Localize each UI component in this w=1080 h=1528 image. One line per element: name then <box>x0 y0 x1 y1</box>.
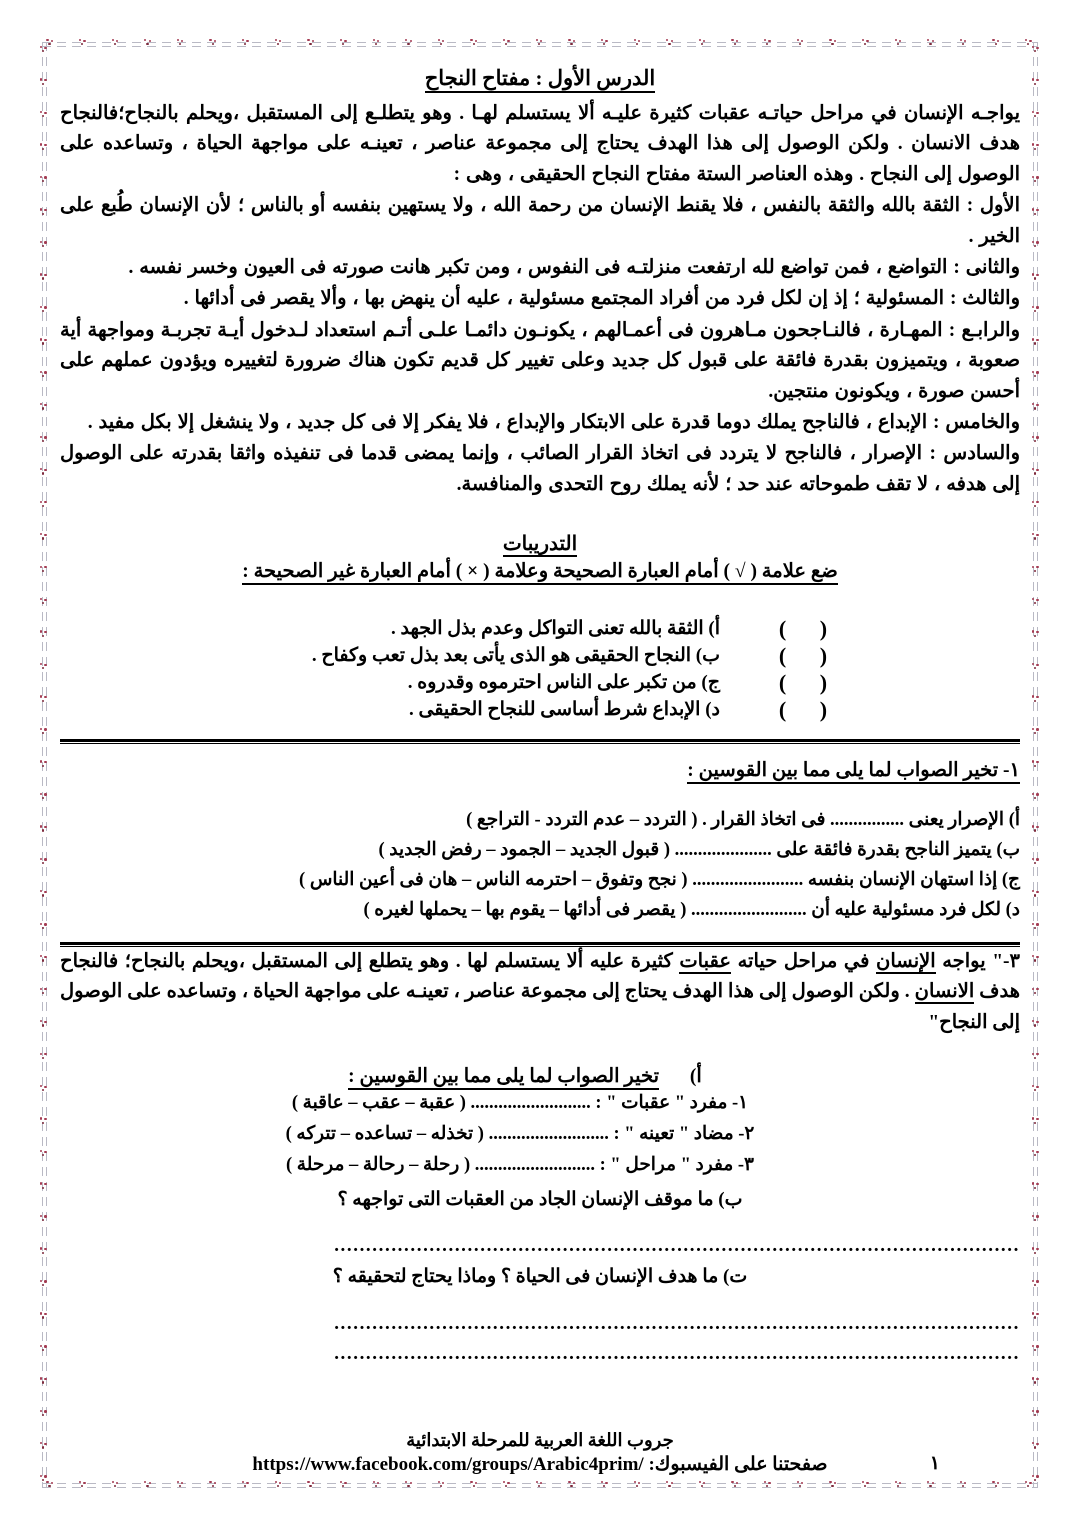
reading-sub-heading-text: تخير الصواب لما يلى مما بين القوسين : <box>348 1066 659 1090</box>
border-flower-icon <box>1032 890 1041 899</box>
border-flower-icon <box>40 1020 49 1029</box>
true-false-instruction-text: ضع علامة ( √ ) أمام العبارة الصحيحة وعلامة ( × ) أمام العبارة غير الصحيحة : <box>242 561 838 585</box>
true-false-row <box>60 669 1020 696</box>
border-flower-icon <box>601 39 610 48</box>
true-false-row <box>60 642 1020 669</box>
border-flower-icon <box>1032 78 1041 87</box>
border-flower-icon <box>1032 306 1041 315</box>
border-flower-icon <box>275 39 284 48</box>
border-flower-icon <box>40 598 49 607</box>
border-flower-icon <box>373 39 382 48</box>
border-flower-icon <box>209 1481 218 1490</box>
border-flower-icon <box>242 39 251 48</box>
border-flower-row-top <box>42 39 1038 49</box>
border-flower-icon <box>1032 1345 1041 1354</box>
border-flower-icon <box>1032 338 1041 347</box>
lesson-paragraph: والخامس : الإبداع ، فالناجح يملك دوما قدرة على الابتكار والإبداع ، فلا يفكر إلا فى كل جديد ، ولا ينشغل إلا بكل مفيد . <box>87 412 1020 434</box>
border-flower-icon <box>1032 1053 1041 1062</box>
border-flower-icon <box>666 39 675 48</box>
border-flower-icon <box>40 1117 49 1126</box>
border-flower-icon <box>40 46 49 55</box>
lesson-paragraph: والثالث : المسئولية ؛ إذ إن لكل فرد من أفراد المجتمع مسئولية ، عليه أن ينهض بها ، وألا يقصر فى أدائها . <box>183 288 1020 310</box>
border-flower-icon <box>1032 1020 1041 1029</box>
border-flower-icon <box>242 1481 251 1490</box>
border-flower-icon <box>568 1481 577 1490</box>
reading-passage-underlined-word: عقبات <box>679 951 732 973</box>
border-flower-icon <box>960 1481 969 1490</box>
reading-sub-label: أ) <box>689 1065 702 1087</box>
border-flower-icon <box>79 39 88 48</box>
reading-passage-underlined-word: الانسان <box>914 981 975 1003</box>
border-flower-icon <box>40 1377 49 1386</box>
border-flower-icon <box>764 39 773 48</box>
border-flower-icon <box>40 1280 49 1289</box>
border-flower-icon <box>1032 46 1041 55</box>
border-line-right <box>1037 42 1038 1488</box>
border-flower-icon <box>40 663 49 672</box>
answer-dots-line[interactable]: ............................................................................................................ <box>334 1235 1020 1257</box>
footer-group-name: جروب اللغة العربية للمرحلة الابتدائية <box>406 1430 674 1450</box>
reading-sub-heading <box>60 1064 1020 1088</box>
border-flower-icon <box>40 1475 49 1484</box>
border-line-left-inner <box>46 42 47 1488</box>
reading-sub-item[interactable]: ٣- مفرد " مراحل " : .......................... ( رحلة – رحالة – مرحلة ) <box>286 1154 754 1175</box>
border-flower-icon <box>40 825 49 834</box>
mcq-item[interactable]: ج) إذا استهان الإنسان بنفسه ........................ ( نجح وتفوق – احترمه الناس – هان فى أعين الناس ) <box>299 870 1020 891</box>
border-flower-icon <box>992 1481 1001 1490</box>
border-flower-icon <box>40 241 49 250</box>
section-divider <box>60 739 1020 744</box>
border-flower-icon <box>1032 598 1041 607</box>
border-line-bottom-inner <box>42 1483 1038 1484</box>
border-flower-icon <box>503 1481 512 1490</box>
border-flower-icon <box>1032 923 1041 932</box>
footer-facebook-label: صفحتنا على الفيسبوك: <box>648 1454 828 1475</box>
reading-passage-part: . ولكن الوصول إلى هذا الهدف يحتاج إلى مجموعة عناصر ، تعينـه على مواجهة الحياة ، وتساعده على الوصول إلى النجاح" <box>60 981 1020 1033</box>
border-flower-icon <box>666 1481 675 1490</box>
border-flower-icon <box>40 955 49 964</box>
border-flower-icon <box>1032 1442 1041 1451</box>
border-flower-icon <box>40 208 49 217</box>
border-flower-icon <box>40 630 49 639</box>
border-flower-icon <box>46 1481 55 1490</box>
border-flower-icon <box>634 39 643 48</box>
true-false-row <box>60 696 1020 723</box>
answer-parentheses[interactable]: ( ) <box>778 696 842 722</box>
border-flower-icon <box>40 566 49 575</box>
border-flower-icon <box>40 371 49 380</box>
border-flower-icon <box>1032 728 1041 737</box>
footer-facebook-line <box>60 1453 1020 1476</box>
border-flower-icon <box>40 501 49 510</box>
border-flower-icon <box>1032 760 1041 769</box>
open-question: ب) ما موقف الإنسان الجاد من العقبات التى تواجهه ؟ <box>337 1189 743 1211</box>
border-flower-icon <box>1032 988 1041 997</box>
border-flower-icon <box>1032 403 1041 412</box>
border-flower-icon <box>40 760 49 769</box>
border-flower-icon <box>40 1182 49 1191</box>
mcq-section-heading-text: ١- تخير الصواب لما يلى مما بين القوسين : <box>687 760 1020 784</box>
border-flower-icon <box>1032 566 1041 575</box>
border-flower-icon <box>797 1481 806 1490</box>
border-flower-icon <box>992 39 1001 48</box>
border-flower-icon <box>1032 1312 1041 1321</box>
answer-dots-line[interactable]: ............................................................................................................ <box>334 1342 1020 1364</box>
border-flower-icon <box>829 39 838 48</box>
footer-facebook-url[interactable]: https://www.facebook.com/groups/Arabic4prim/ <box>252 1454 644 1475</box>
border-flower-icon <box>1032 1150 1041 1159</box>
true-false-statement: أ) الثقة بالله تعنى التواكل وعدم بذل الجهد . <box>390 618 720 640</box>
page-number: ١ <box>929 1453 940 1474</box>
border-flower-row-bottom <box>42 1481 1038 1491</box>
lesson-paragraph: والرابـع : المهـارة ، فالنـاجحون مـاهرون فى أعمـالهم ، يكونـون دائمـا علـى أتـم استعداد لـدخول أيـة تجربـة ومواجهة أية صعوبة ، ويتميزون بقدرة فائقة على قبول كل جديد وعلى تغيير كل قديم تكون هناك ضرورة لتغييره ويؤدون عملهم على أحسن صورة ، ويكونون منتجين. <box>60 319 1020 402</box>
page-footer <box>60 1430 1020 1476</box>
border-flower-icon <box>40 176 49 185</box>
mcq-item[interactable]: أ) الإصرار يعنى ................ فى اتخاذ القرار . ( التردد – عدم التردد - التراجع ) <box>466 810 1020 831</box>
border-flower-icon <box>1032 501 1041 510</box>
border-flower-icon <box>568 39 577 48</box>
border-flower-icon <box>1032 436 1041 445</box>
border-flower-icon <box>40 988 49 997</box>
border-flower-icon <box>40 695 49 704</box>
border-flower-icon <box>46 39 55 48</box>
border-flower-icon <box>1032 208 1041 217</box>
border-flower-icon <box>40 111 49 120</box>
mcq-list <box>60 806 1020 926</box>
border-flower-icon <box>144 39 153 48</box>
border-flower-icon <box>1032 273 1041 282</box>
border-flower-icon <box>1032 793 1041 802</box>
true-false-instruction <box>60 559 1020 583</box>
border-flower-icon <box>275 1481 284 1490</box>
border-flower-icon <box>40 1442 49 1451</box>
border-flower-icon <box>927 39 936 48</box>
border-flower-icon <box>1032 1215 1041 1224</box>
border-flower-icon <box>927 1481 936 1490</box>
border-flower-icon <box>40 273 49 282</box>
border-flower-icon <box>699 1481 708 1490</box>
border-flower-icon <box>503 39 512 48</box>
border-flower-icon <box>373 1481 382 1490</box>
true-false-statement: د) الإبداع شرط أساسى للنجاح الحقيقى . <box>408 699 720 721</box>
reading-passage-part: في مراحل حياته <box>731 951 877 973</box>
border-flower-icon <box>40 78 49 87</box>
border-flower-icon <box>960 39 969 48</box>
border-flower-icon <box>536 1481 545 1490</box>
border-flower-icon <box>797 39 806 48</box>
border-flower-icon <box>764 1481 773 1490</box>
border-line-top <box>42 42 1038 43</box>
lesson-paragraph: والسادس : الإصرار ، فالناجح لا يتردد فى اتخاذ القرار الصائب ، وإنما يمضى قدما فى تنفيذه واثقا بقدرته على الوصول إلى هدفه ، لا تقف طموحاته عند حد ؛ لأنه يملك روح التحدى والمنافسة. <box>60 443 1020 495</box>
border-flower-icon <box>1032 1247 1041 1256</box>
border-flower-icon <box>1032 111 1041 120</box>
border-flower-icon <box>895 1481 904 1490</box>
border-flower-icon <box>862 1481 871 1490</box>
border-flower-icon <box>405 39 414 48</box>
open-question: ت) ما هدف الإنسان فى الحياة ؟ وماذا يحتاج لتحقيقه ؟ <box>332 1266 748 1288</box>
border-flower-icon <box>40 1085 49 1094</box>
reading-passage <box>60 947 1020 1038</box>
border-flower-icon <box>177 39 186 48</box>
reading-passage-underlined-word: الإنسان <box>876 951 936 973</box>
border-flower-icon <box>1025 1481 1034 1490</box>
true-false-row <box>60 615 1020 642</box>
border-flower-icon <box>1032 858 1041 867</box>
border-flower-icon <box>1032 1085 1041 1094</box>
border-flower-icon <box>405 1481 414 1490</box>
lesson-paragraph: الأول : الثقة بالله والثقة بالنفس ، فلا يقنط الإنسان من رحمة الله ، ولا يستهين بنفسه أو بالناس ؛ لأن الإنسان طُبع على الخير . <box>60 195 1020 247</box>
border-flower-icon <box>307 1481 316 1490</box>
border-flower-icon <box>40 143 49 152</box>
exercises-heading-text: التدريبات <box>502 533 578 556</box>
border-flower-icon <box>1032 468 1041 477</box>
answer-dots-line[interactable]: ............................................................................................................ <box>334 1312 1020 1334</box>
reading-passage-number: ٣- <box>1003 951 1021 973</box>
mcq-item[interactable]: ب) يتميز الناجح بقدرة فائقة على ..................... ( قبول الجديد – الجمود – رفض الجديد ) <box>378 840 1020 861</box>
border-flower-icon <box>731 1481 740 1490</box>
border-flower-icon <box>40 923 49 932</box>
border-flower-col-left <box>39 42 49 1488</box>
border-flower-icon <box>144 1481 153 1490</box>
border-flower-icon <box>40 436 49 445</box>
reading-sub-item[interactable]: ١- مفرد " عقبات " : .......................... ( عقبة – عقب – عاقبة ) <box>291 1092 749 1113</box>
border-flower-icon <box>40 1053 49 1062</box>
border-flower-icon <box>895 39 904 48</box>
border-flower-icon <box>731 39 740 48</box>
border-flower-icon <box>40 728 49 737</box>
border-flower-icon <box>340 39 349 48</box>
page-content <box>60 66 1020 1366</box>
reading-sub-item[interactable]: ٢- مضاد " تعينه " : .......................... ( تخذله – تساعده – تتركه ) <box>285 1123 755 1144</box>
border-flower-icon <box>1032 663 1041 672</box>
border-flower-icon <box>40 793 49 802</box>
border-flower-icon <box>1032 630 1041 639</box>
border-flower-icon <box>40 468 49 477</box>
border-flower-icon <box>470 39 479 48</box>
border-flower-icon <box>40 338 49 347</box>
border-flower-icon <box>177 1481 186 1490</box>
border-flower-icon <box>40 890 49 899</box>
border-flower-icon <box>40 1312 49 1321</box>
border-flower-icon <box>340 1481 349 1490</box>
border-line-left <box>42 42 43 1488</box>
border-flower-col-right <box>1031 42 1041 1488</box>
true-false-statement: ج) من تكبر على الناس احترموه وقدروه . <box>407 672 720 694</box>
border-flower-icon <box>470 1481 479 1490</box>
border-flower-icon <box>40 306 49 315</box>
border-flower-icon <box>438 1481 447 1490</box>
border-flower-icon <box>1032 143 1041 152</box>
border-flower-icon <box>1032 1410 1041 1419</box>
border-flower-icon <box>634 1481 643 1490</box>
border-flower-icon <box>1032 533 1041 542</box>
page-title <box>60 66 1020 91</box>
mcq-section-heading <box>60 758 1020 782</box>
true-false-statement: ب) النجاح الحقيقى هو الذى يأتى بعد بذل تعب وكفاح . <box>311 645 720 667</box>
border-flower-icon <box>40 1345 49 1354</box>
reading-passage-part: " يواجه <box>935 951 1004 973</box>
border-flower-icon <box>40 533 49 542</box>
border-flower-icon <box>601 1481 610 1490</box>
border-flower-icon <box>1032 1182 1041 1191</box>
border-flower-icon <box>112 39 121 48</box>
border-flower-icon <box>699 39 708 48</box>
border-flower-icon <box>1032 1117 1041 1126</box>
border-flower-icon <box>1032 695 1041 704</box>
border-flower-icon <box>1032 1280 1041 1289</box>
border-flower-icon <box>438 39 447 48</box>
border-flower-icon <box>40 403 49 412</box>
border-flower-icon <box>862 39 871 48</box>
border-flower-icon <box>40 1215 49 1224</box>
border-flower-icon <box>40 858 49 867</box>
page-title-text: الدرس الأول : مفتاح النجاح <box>425 66 655 93</box>
border-flower-icon <box>40 1150 49 1159</box>
border-line-bottom <box>42 1487 1038 1488</box>
border-line-top-inner <box>42 46 1038 47</box>
border-flower-icon <box>829 1481 838 1490</box>
border-flower-icon <box>1032 1475 1041 1484</box>
border-flower-icon <box>1032 1377 1041 1386</box>
answer-parentheses[interactable]: ( ) <box>778 615 842 641</box>
border-flower-icon <box>1032 825 1041 834</box>
border-flower-icon <box>1025 39 1034 48</box>
border-flower-icon <box>112 1481 121 1490</box>
border-flower-icon <box>1032 371 1041 380</box>
border-flower-icon <box>307 39 316 48</box>
border-flower-icon <box>1032 955 1041 964</box>
border-flower-icon <box>1032 241 1041 250</box>
lesson-paragraph: يواجـه الإنسان في مراحل حياتـه عقبات كثيرة عليـه ألا يستسلم لهـا . وهو يتطلـع إلى المستقبل ،ويحلم بالنجاح؛فالنجاح هدف الانسان . ولكن الوصول إلى هذا الهدف يحتاج إلى مجموعة عناصر ، تعينـه على مواجهة الحياة ، وتساعده على الوصول إلى النجاح . وهذه العناصر الستة مفتاح النجاح الحقيقى ، وهى : <box>60 103 1020 185</box>
border-flower-icon <box>1032 176 1041 185</box>
answer-parentheses[interactable]: ( ) <box>778 642 842 668</box>
lesson-paragraph: والثانى : التواضع ، فمن تواضع لله ارتفعت منزلتـه فى النفوس ، ومن تكبر هانت صورته فى العيون وخسر نفسه . <box>128 257 1020 279</box>
border-line-right-inner <box>1033 42 1034 1488</box>
exercises-heading <box>60 531 1020 556</box>
answer-parentheses[interactable]: ( ) <box>778 669 842 695</box>
reading-passage-part: كثيرة عليه ألا يستسلم لها . وهو يتطلع إلى المستقبل ،ويحلم بالنجاح؛ فالنجاح هدف <box>60 951 1020 1003</box>
true-false-list <box>60 615 1020 723</box>
border-flower-icon <box>40 1410 49 1419</box>
border-flower-icon <box>40 1247 49 1256</box>
border-flower-icon <box>209 39 218 48</box>
mcq-item[interactable]: د) لكل فرد مسئولية عليه أن ......................... ( يقصر فى أدائها – يقوم بها – يحملها لغيره ) <box>363 900 1020 921</box>
border-flower-icon <box>79 1481 88 1490</box>
border-flower-icon <box>536 39 545 48</box>
